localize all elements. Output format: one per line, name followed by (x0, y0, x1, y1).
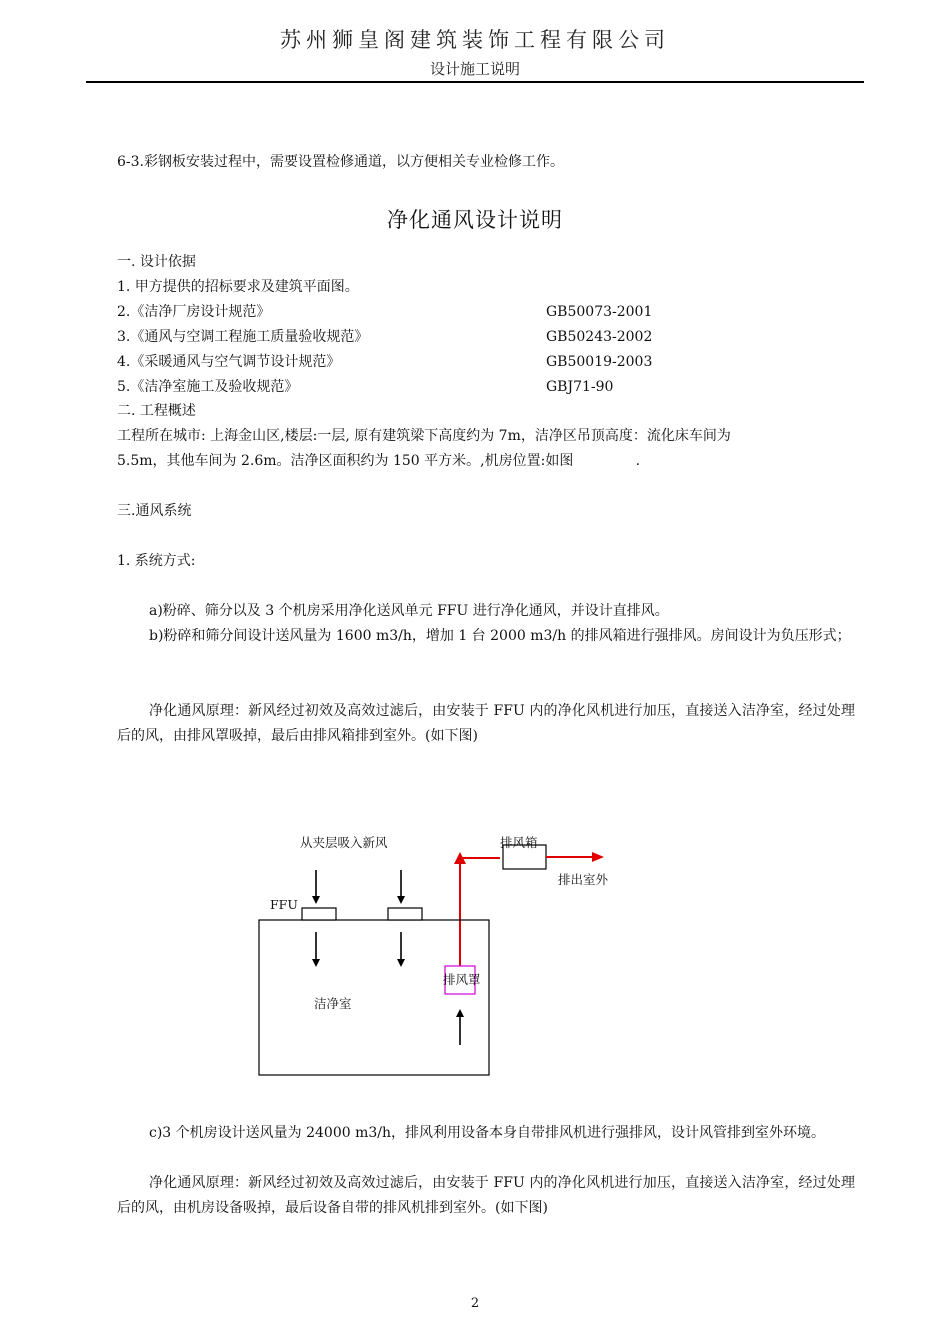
basis-code-5: GBJ71-90 (546, 379, 614, 395)
basis-code-3: GB50243-2002 (546, 329, 653, 345)
clean-room-outline (259, 920, 489, 1075)
exhaust-duct (460, 858, 500, 975)
principle-paragraph-1: 净化通风原理：新风经过初效及高效过滤后，由安装于 FFU 内的净化风机进行加压，直接送入洁净室，经过处理后的风，由排风罩吸掉，最后由排风箱排到室外。(如下图) (117, 703, 855, 744)
system-mode-heading: 1. 系统方式: (117, 553, 196, 569)
exhaust-box-label: 排风箱 (500, 835, 538, 850)
clean-room-label: 洁净室 (314, 996, 352, 1011)
basis-item-5: 5.《洁净室施工及验收规范》 (117, 379, 299, 395)
intro-paragraph: 6-3.彩钢板安装过程中，需要设置检修通道，以方便相关专业检修工作。 (117, 154, 564, 170)
section-title: 净化通风设计说明 (387, 208, 563, 232)
ffu-unit-2 (388, 908, 422, 920)
basis-item-2: 2.《洁净厂房设计规范》 (117, 304, 271, 320)
basis-code-4: GB50019-2003 (546, 354, 653, 370)
paragraph-a: a)粉碎、筛分以及 3 个机房采用净化送风单元 FFU 进行净化通风，并设计直排风。 (149, 603, 669, 619)
document-subtitle: 设计施工说明 (429, 60, 520, 78)
exhaust-hood-label: 排风罩 (443, 972, 481, 987)
fresh-air-label: 从夹层吸入新风 (300, 835, 388, 850)
ffu-unit-1 (302, 908, 336, 920)
section3-heading: 三.通风系统 (117, 503, 192, 519)
overview-line-2: 5.5m，其他车间为 2.6m。洁净区面积约为 150 平方米。,机房位置:如图 . (117, 453, 641, 469)
page-number: 2 (470, 1296, 480, 1311)
outdoor-label: 排出室外 (558, 872, 609, 887)
paragraph-b: b)粉碎和筛分间设计送风量为 1600 m3/h，增加 1 台 2000 m3/h 的排风箱进行强排风。房间设计为负压形式； (149, 628, 851, 644)
company-name: 苏州狮皇阁建筑装饰工程有限公司 (280, 28, 670, 52)
ventilation-diagram (250, 820, 630, 1085)
basis-item-4: 4.《采暖通风与空气调节设计规范》 (117, 354, 341, 370)
section2-heading: 二. 工程概述 (117, 403, 196, 419)
basis-code-2: GB50073-2001 (546, 304, 653, 320)
basis-item-3: 3.《通风与空调工程施工质量验收规范》 (117, 329, 369, 345)
overview-line-1: 工程所在城市: 上海金山区,楼层:一层, 原有建筑梁下高度约为 7m，洁净区吊顶高度：流化床车间为 (117, 428, 731, 444)
section1-heading: 一. 设计依据 (117, 254, 196, 270)
paragraph-c: c)3 个机房设计送风量为 24000 m3/h，排风利用设备本身自带排风机进行强排风，设计风管排到室外环境。 (149, 1125, 826, 1141)
basis-item-1: 1. 甲方提供的招标要求及建筑平面图。 (117, 279, 359, 295)
ffu-label: FFU (270, 897, 298, 912)
header-divider (86, 81, 864, 83)
principle-paragraph-2: 净化通风原理：新风经过初效及高效过滤后，由安装于 FFU 内的净化风机进行加压，直接送入洁净室，经过处理后的风，由机房设备吸掉，最后设备自带的排风机排到室外。(如下图) (117, 1175, 855, 1216)
